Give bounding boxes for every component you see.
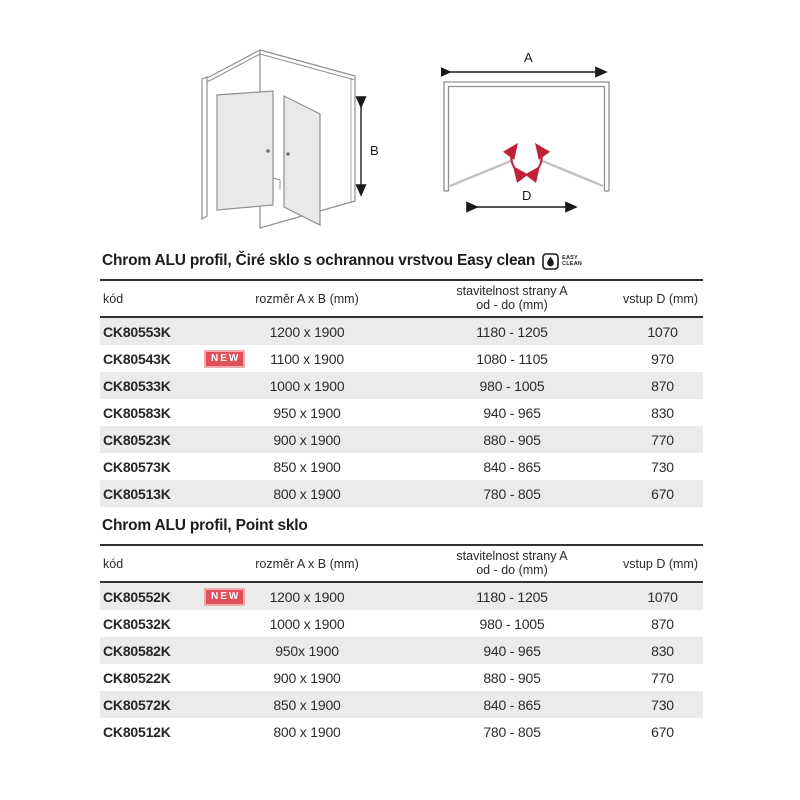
range-cell: 840 - 865 xyxy=(483,696,541,713)
section-title-text: Chrom ALU profil, Point sklo xyxy=(102,517,308,534)
new-badge: NEW xyxy=(204,588,245,606)
range-cell: 840 - 865 xyxy=(483,458,541,475)
entry-cell: 730 xyxy=(651,458,674,475)
height-dimension-label: B xyxy=(370,143,379,158)
product-code: CK80582K xyxy=(103,642,171,659)
column-header-size: rozměr A x B (mm) xyxy=(255,556,359,571)
section-point-sklo xyxy=(100,517,703,745)
size-cell: 1200 x 1900 xyxy=(269,588,345,605)
table-row xyxy=(100,637,703,664)
table-row xyxy=(100,426,703,453)
left-door-line xyxy=(450,160,513,186)
range-cell: 940 - 965 xyxy=(483,404,541,421)
entry-cell: 970 xyxy=(651,350,674,367)
column-header-entry: vstup D (mm) xyxy=(623,556,698,571)
product-code: CK80522K xyxy=(103,669,171,686)
column-header-adjustability: stavitelnost strany A od - do (mm) xyxy=(456,284,568,312)
entry-cell: 870 xyxy=(651,377,674,394)
size-cell: 950x 1900 xyxy=(275,642,339,659)
size-cell: 900 x 1900 xyxy=(273,669,341,686)
entry-cell: 870 xyxy=(651,615,674,632)
range-cell: 1180 - 1205 xyxy=(476,323,548,340)
product-code: CK80573K xyxy=(103,458,171,475)
range-cell: 1180 - 1205 xyxy=(476,588,548,605)
entry-cell: 1070 xyxy=(647,588,678,605)
table-row xyxy=(100,345,703,372)
entry-cell: 830 xyxy=(651,642,674,659)
table-header-row xyxy=(100,279,703,318)
table-row xyxy=(100,610,703,637)
new-badge: NEW xyxy=(204,350,245,368)
entry-cell: 830 xyxy=(651,404,674,421)
table-header-row xyxy=(100,544,703,583)
table-row xyxy=(100,664,703,691)
product-code: CK80552K xyxy=(103,588,171,605)
range-cell: 980 - 1005 xyxy=(479,615,545,632)
left-door-panel xyxy=(217,91,273,210)
entry-cell: 770 xyxy=(651,669,674,686)
table-row xyxy=(100,718,703,745)
easy-clean-label: EASY CLEAN xyxy=(562,255,583,267)
range-cell: 1080 - 1105 xyxy=(476,350,548,367)
width-dimension-label: A xyxy=(524,50,533,65)
right-door-panel xyxy=(284,96,320,225)
water-droplet-icon xyxy=(542,253,559,270)
column-header-code: kód xyxy=(103,291,124,306)
product-code: CK80533K xyxy=(103,377,171,394)
size-cell: 1000 x 1900 xyxy=(269,377,345,394)
section-title xyxy=(102,517,703,535)
section-title xyxy=(102,252,703,270)
size-cell: 850 x 1900 xyxy=(273,458,341,475)
wall-frame-inner xyxy=(449,87,605,192)
right-door-line xyxy=(540,160,603,186)
table-row xyxy=(100,480,703,507)
product-code: CK80583K xyxy=(103,404,171,421)
range-cell: 980 - 1005 xyxy=(479,377,545,394)
size-cell: 800 x 1900 xyxy=(273,723,341,740)
size-cell: 1100 x 1900 xyxy=(270,350,344,367)
size-cell: 850 x 1900 xyxy=(273,696,341,713)
product-code: CK80543K xyxy=(103,350,171,367)
table-row xyxy=(100,318,703,345)
table-row xyxy=(100,453,703,480)
easy-clean-badge xyxy=(542,253,582,270)
entry-cell: 730 xyxy=(651,696,674,713)
left-swing-arrow-icon xyxy=(511,147,516,170)
shower-enclosure-topview-diagram xyxy=(441,50,643,218)
product-code: CK80523K xyxy=(103,431,171,448)
product-code: CK80553K xyxy=(103,323,171,340)
section-easy-clean xyxy=(100,252,703,507)
range-cell: 880 - 905 xyxy=(483,669,541,686)
wall-frame-outer xyxy=(444,82,609,191)
size-cell: 900 x 1900 xyxy=(273,431,341,448)
size-cell: 800 x 1900 xyxy=(273,485,341,502)
product-code: CK80532K xyxy=(103,615,171,632)
range-cell: 940 - 965 xyxy=(483,642,541,659)
perspective-drawing xyxy=(197,33,397,238)
column-header-adjustability: stavitelnost strany A od - do (mm) xyxy=(456,549,568,577)
entry-cell: 670 xyxy=(651,723,674,740)
column-header-size: rozměr A x B (mm) xyxy=(255,291,359,306)
shower-enclosure-perspective-diagram xyxy=(197,33,397,238)
top-rail-left-inner xyxy=(207,54,260,82)
table-row xyxy=(100,372,703,399)
table-row xyxy=(100,399,703,426)
column-header-entry: vstup D (mm) xyxy=(623,291,698,306)
table-row xyxy=(100,583,703,610)
entry-dimension-label: D xyxy=(522,188,532,203)
product-code: CK80513K xyxy=(103,485,171,502)
topview-drawing xyxy=(441,50,643,218)
table-row xyxy=(100,691,703,718)
size-cell: 1200 x 1900 xyxy=(269,323,345,340)
right-door-handle xyxy=(286,152,290,156)
table-body xyxy=(100,583,703,745)
product-code: CK80572K xyxy=(103,696,171,713)
entry-cell: 770 xyxy=(651,431,674,448)
range-cell: 780 - 805 xyxy=(483,485,541,502)
entry-cell: 1070 xyxy=(647,323,678,340)
size-cell: 1000 x 1900 xyxy=(269,615,345,632)
left-door-handle xyxy=(266,149,270,153)
left-wall-profile xyxy=(202,77,207,219)
range-cell: 880 - 905 xyxy=(483,431,541,448)
entry-cell: 670 xyxy=(651,485,674,502)
size-cell: 950 x 1900 xyxy=(273,404,341,421)
section-title-text: Chrom ALU profil, Čiré sklo s ochrannou vrstvou Easy clean xyxy=(102,252,536,269)
product-code: CK80512K xyxy=(103,723,171,740)
table-body xyxy=(100,318,703,507)
right-swing-arrow-icon xyxy=(537,147,542,170)
top-rail-left xyxy=(207,50,260,78)
range-cell: 780 - 805 xyxy=(483,723,541,740)
column-header-code: kód xyxy=(103,556,124,571)
